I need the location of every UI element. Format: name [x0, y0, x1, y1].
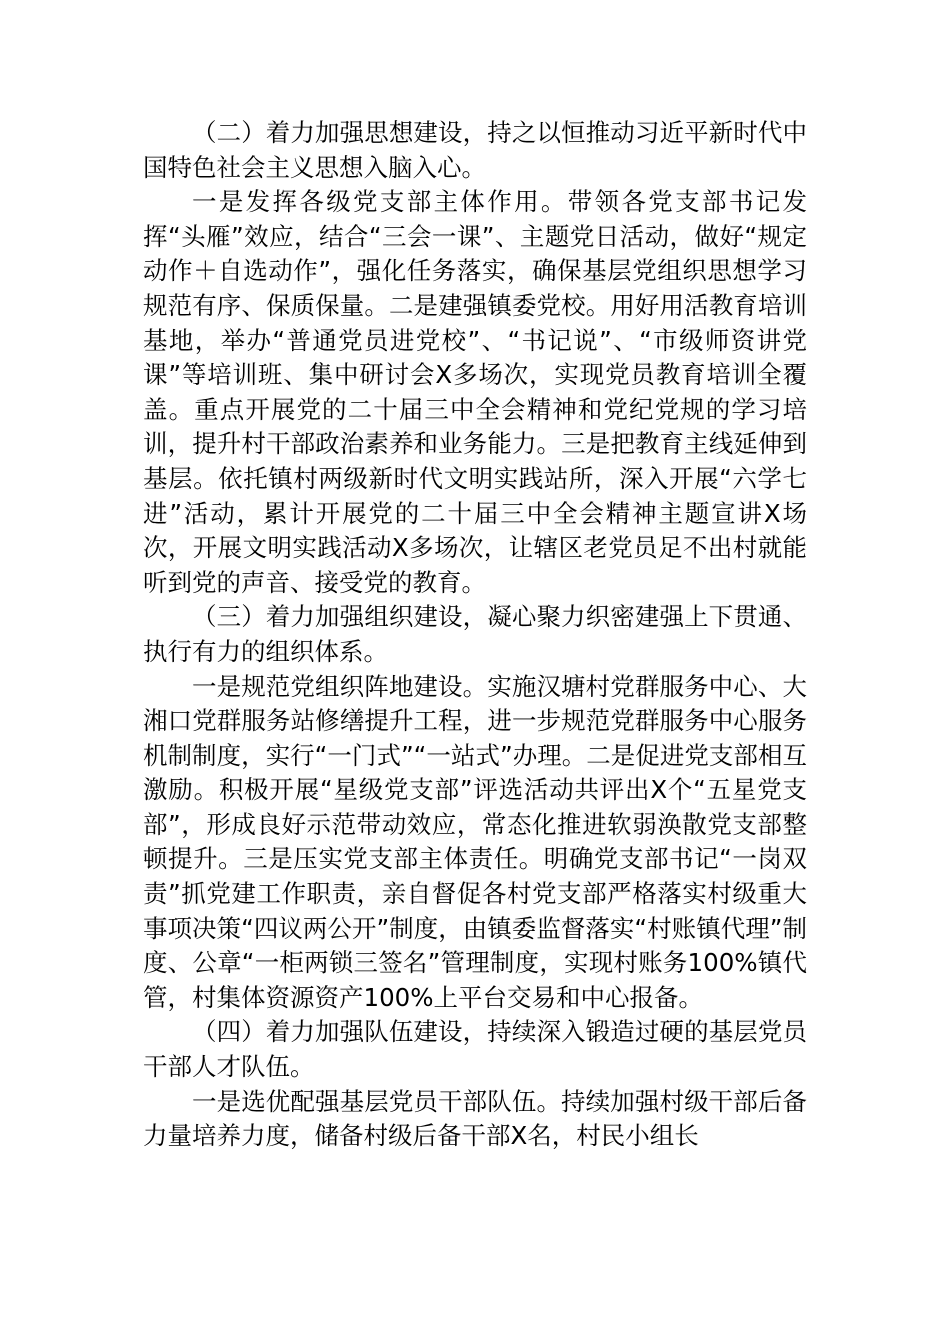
- section-heading-2: （二）着力加强思想建设，持之以恒推动习近平新时代中国特色社会主义思想入脑入心。: [143, 118, 807, 182]
- section-heading-3: （三）着力加强组织建设，凝心聚力织密建强上下贯通、执行有力的组织体系。: [143, 602, 807, 666]
- body-paragraph: 一是发挥各级党支部主体作用。带领各党支部书记发挥“头雁”效应，结合“三会一课”、主题党日活动，做好“规定动作＋自选动作”，强化任务落实，确保基层党组织思想学习规范有序、保质保量。二是建强镇委党校。用好用活教育培训基地，举办“普通党员进党校”、“书记说”、“市级师资讲党课”等培训班、集中研讨会X多场次，实现党员教育培训全覆盖。重点开展党的二十届三中全会精神和党纪党规的学习培训，提升村干部政治素养和业务能力。三是把教育主线延伸到基层。依托镇村两级新时代文明实践站所，深入开展“六学七进”活动，累计开展党的二十届三中全会精神主题宣讲X场次，开展文明实践活动X多场次，让辖区老党员足不出村就能听到党的声音、接受党的教育。: [143, 187, 807, 597]
- section-heading-4: （四）着力加强队伍建设，持续深入锻造过硬的基层党员干部人才队伍。: [143, 1017, 807, 1082]
- document-body: [143, 116, 807, 1154]
- body-paragraph: 一是选优配强基层党员干部队伍。持续加强村级干部后备力量培养力度，储备村级后备干部X名，村民小组长: [143, 1086, 807, 1151]
- body-paragraph: 一是规范党组织阵地建设。实施汉塘村党群服务中心、大湘口党群服务站修缮提升工程，进一步规范党群服务中心服务机制制度，实行“一门式”“一站式”办理。二是促进党支部相互激励。积极开展“星级党支部”评选活动共评出X个“五星党支部”，形成良好示范带动效应，常态化推进软弱涣散党支部整顿提升。三是压实党支部主体责任。明确党支部书记“一岗双责”抓党建工作职责，亲自督促各村党支部严格落实村级重大事项决策“四议两公开”制度，由镇委监督落实“村账镇代理”制度、公章“一柜两锁三签名”管理制度，实现村账务100%镇代管，村集体资源资产100%上平台交易和中心报备。: [143, 671, 807, 1012]
